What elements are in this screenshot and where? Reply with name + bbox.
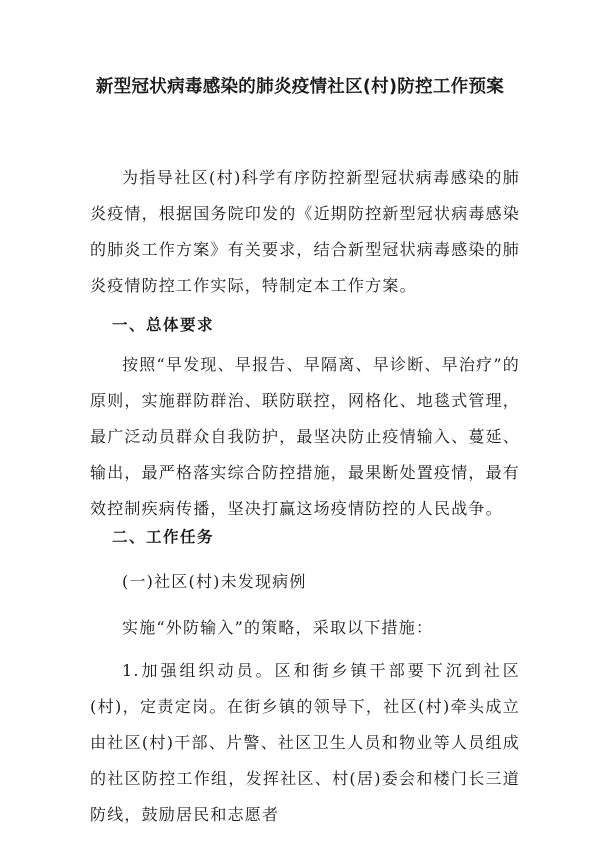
strategy-paragraph: 实施“外防输入”的策略，采取以下措施：	[122, 618, 434, 637]
intro-paragraph: 为指导社区(村)科学有序防控新型冠状病毒感染的肺炎疫情，根据国务院印发的《近期防控新型冠状病毒感染的肺炎工作方案》有关要求，结合新型冠状病毒感染的肺炎疫情防控工作实际，特制定本工作方案。	[90, 168, 521, 295]
subsection-heading-no-cases: (一)社区(村)未发现病例	[122, 572, 307, 591]
section-heading-general-requirements: 一、总体要求	[112, 316, 215, 334]
section-heading-work-tasks: 二、工作任务	[112, 528, 215, 546]
general-requirements-paragraph: 按照“早发现、早报告、早隔离、早诊断、早治疗”的原则，实施群防群治、联防联控，网格化、地毯式管理，最广泛动员群众自我防护，最坚决防止疫情输入、蔓延、输出，最严格落实综合防控措施，最果断处置疫情，最有效控制疾病传播，坚决打赢这场疫情防控的人民战争。	[90, 355, 521, 518]
document-title: 新型冠状病毒感染的肺炎疫情社区(村)防控工作预案	[95, 77, 505, 97]
measure-item-1: 1.加强组织动员。区和街乡镇干部要下沉到社区(村)，定责定岗。在街乡镇的领导下，社区(村)牵头成立由社区(村)干部、片警、社区卫生人员和物业等人员组成的社区防控工作组，发挥社区、村(居)委会和楼门长三道防线，鼓励居民和志愿者	[90, 661, 520, 824]
